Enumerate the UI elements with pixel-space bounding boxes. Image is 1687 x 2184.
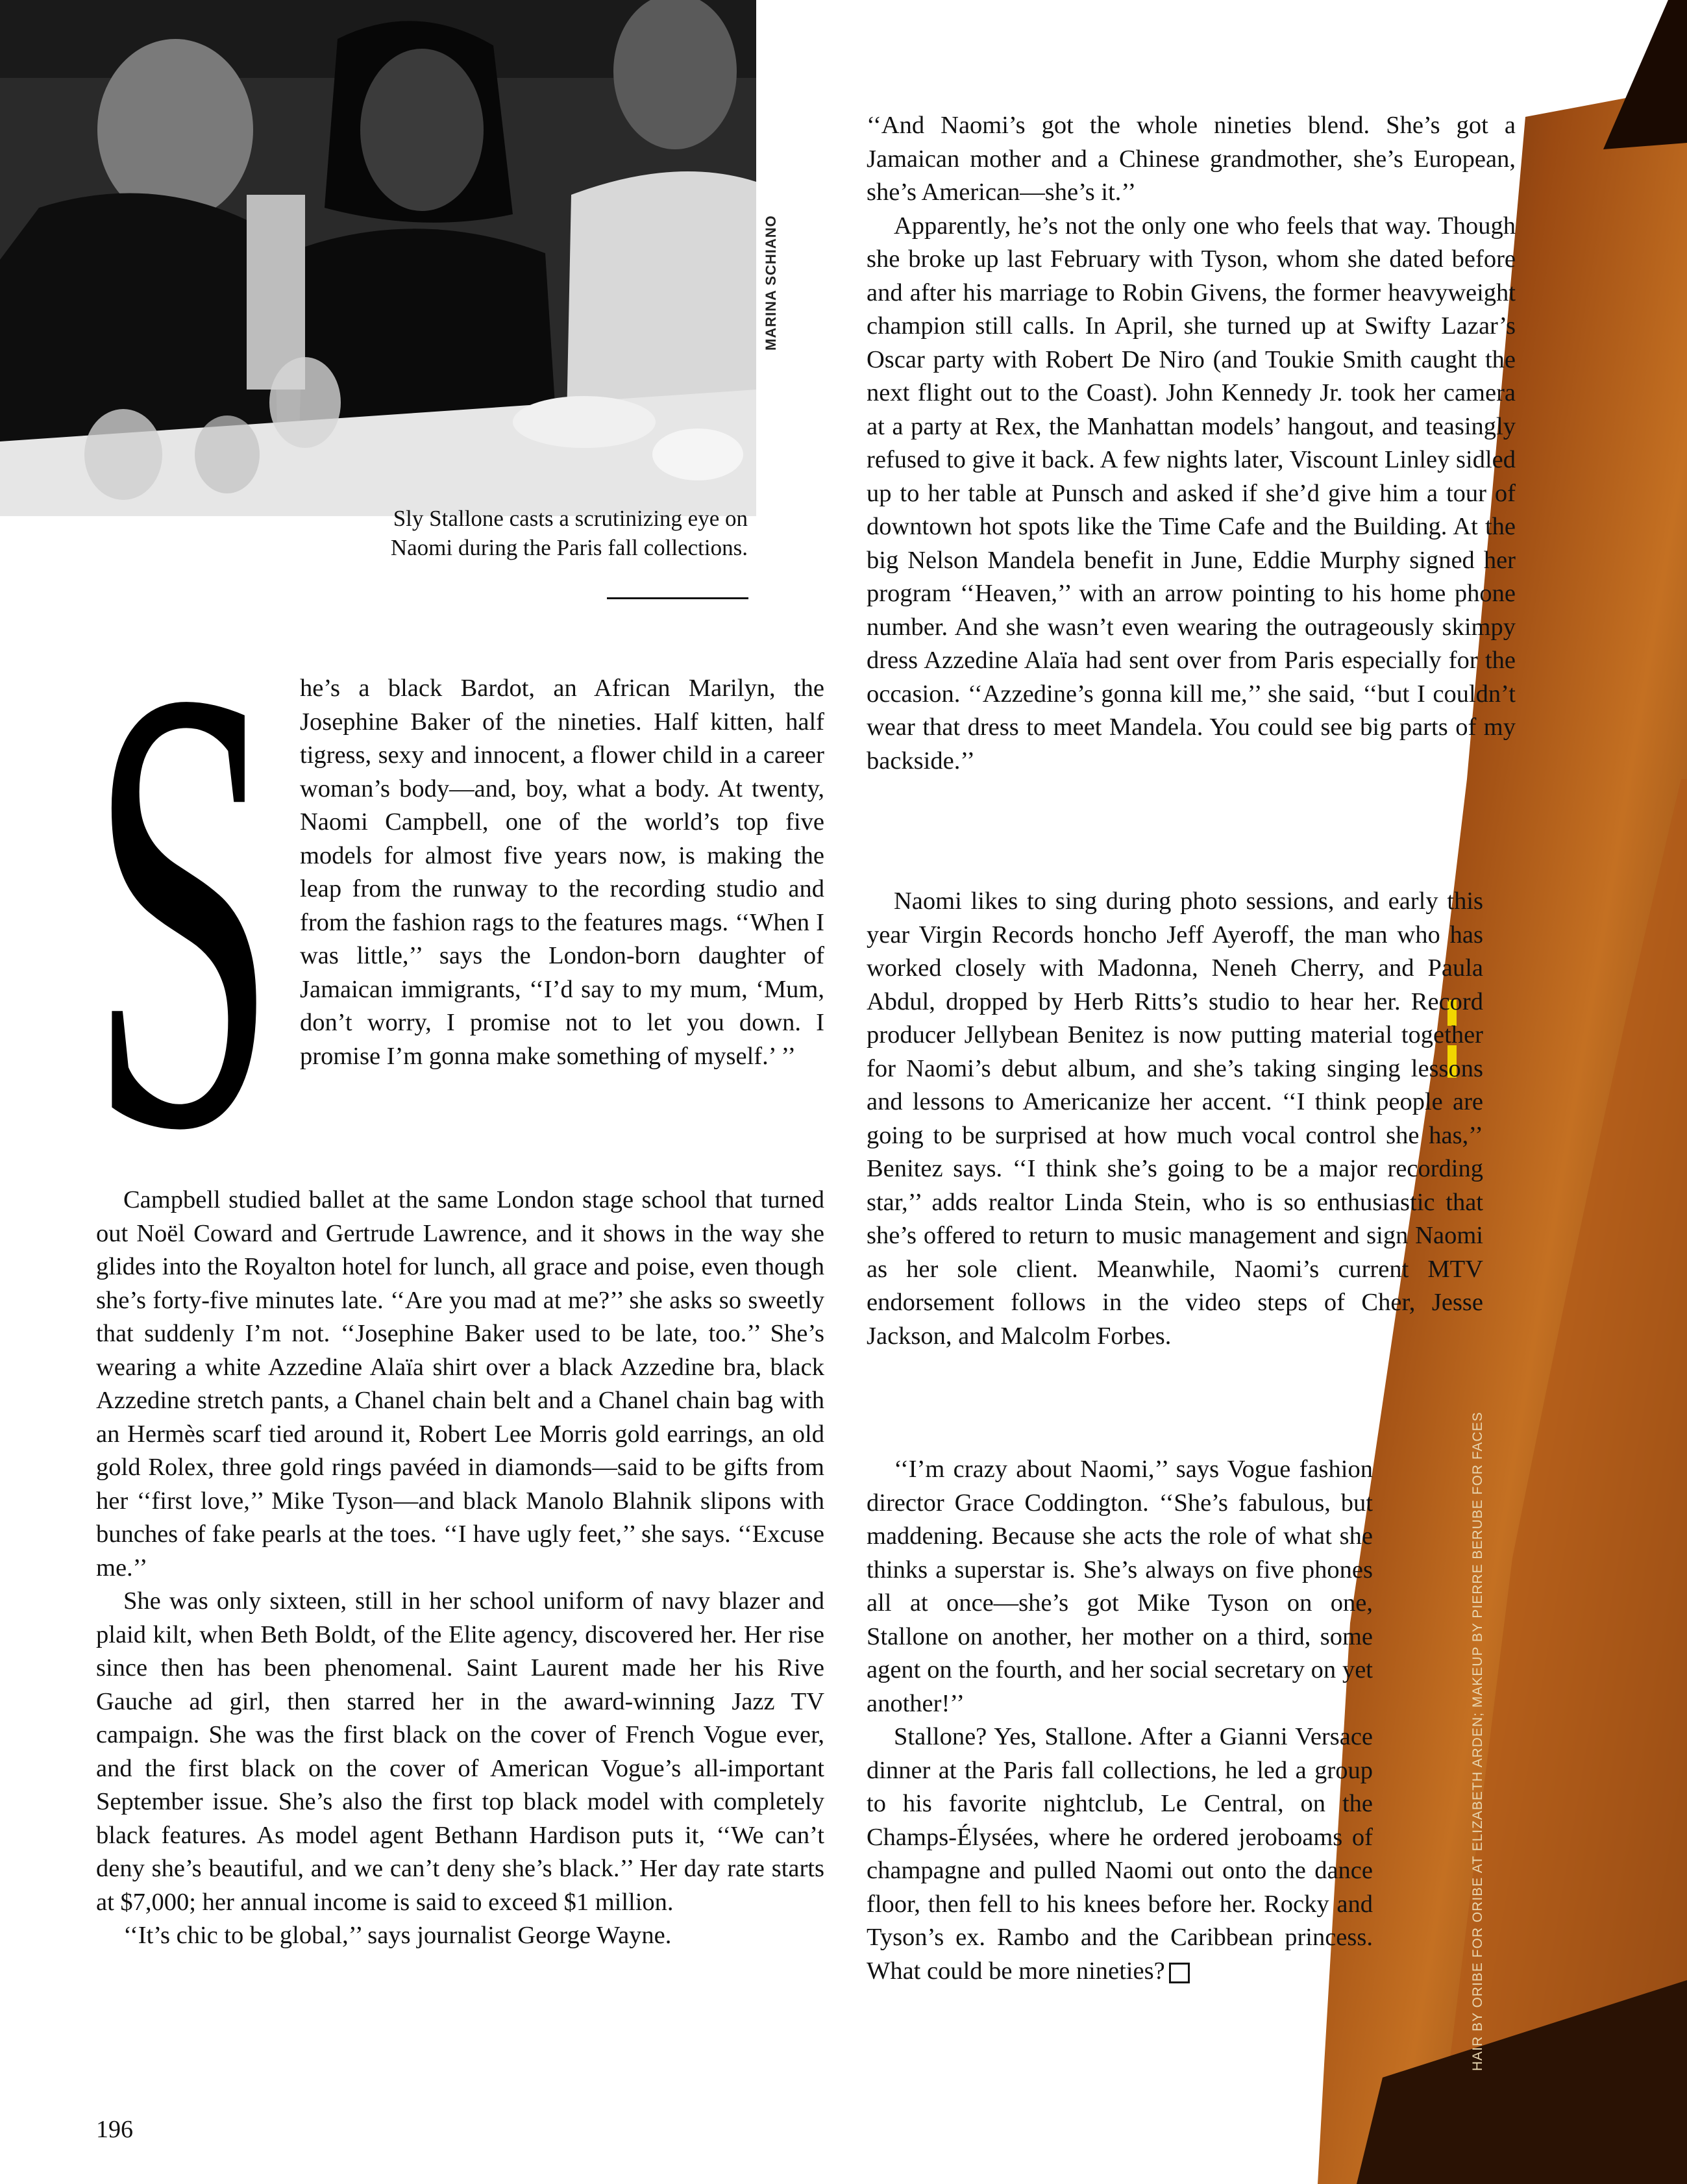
right-column-bottom <box>867 1453 1373 1988</box>
photo-credit: MARINA SCHIANO <box>763 215 779 351</box>
paragraph: ‘‘It’s chic to be global,’’ says journalist George Wayne. <box>123 1922 672 1949</box>
party-photo-illustration <box>0 0 756 516</box>
photo-caption: Sly Stallone casts a scrutinizing eye on Naomi during the Paris fall collections. <box>390 506 748 560</box>
right-column-top <box>867 109 1516 778</box>
right-column-middle <box>867 885 1483 1353</box>
party-photo <box>0 0 756 516</box>
paragraph: Apparently, he’s not the only one who feels that way. Though she broke up last February with Tyson, whom she dated before and after his marriage to Robin Givens, the former heavyweight champion still calls. In April, she turned up at Swifty Lazar’s Oscar party with Robert De Niro (and Toukie Smith caught the next flight out to the Coast). John Kennedy Jr. took her camera at a party at Rex, the Manhattan models’ hangout, and teasingly refused to give it back. A few nights later, Viscount Linley sidled up to her table at Punsch and asked if she’d give him a tour of downtown hot spots like the Time Cafe and the Building. At the big Nelson Mandela benefit in June, Eddie Murphy signed her program ‘‘Heaven,’’ with an arrow pointing to his home phone number. And she wasn’t even wearing the outrageously skimpy dress Azzedine Alaïa had sent over from Paris especially for the occasion. ‘‘Azzedine’s gonna kill me,’’ she said, ‘‘but I couldn’t wear that dress to meet Mandela. You could see big parts of my backside.’’ <box>867 212 1516 775</box>
dropcap-s: S <box>89 669 277 1162</box>
dropcap-letter <box>86 669 280 1162</box>
paragraph: She was only sixteen, still in her school uniform of navy blazer and plaid kilt, when Beth Boldt, of the Elite agency, discovered her. Her rise since then has been phenomenal. Saint Laurent made her his Rive Gauche ad girl, then starred her in the award-winning Jazz TV campaign. She was the first black on the cover of French Vogue ever, and the first black on the cover of American Vogue’s all-important September issue. She’s also the first top black model with completely black features. As model agent Bethann Hardison puts it, ‘‘We can’t deny she’s beautiful, and we can’t deny she’s black.’’ Her day rate starts at $7,000; her annual income is said to exceed $1 million. <box>96 1587 824 1916</box>
caption-rule <box>607 597 748 599</box>
paragraph: Naomi likes to sing during photo sessions, and early this year Virgin Records honcho Jeff Ayeroff, the man who has worked closely with Madonna, Neneh Cherry, and Paula Abdul, dropped by Herb Ritts’s studio to hear her. Record producer Jellybean Benitez is now putting material together for Naomi’s debut album, and she’s taking singing lessons and lessons to Americanize her accent. ‘‘I think people are going to be surprised at how much vocal control she has,’’ Benitez says. ‘‘I think she’s going to be a major recording star,’’ adds realtor Linda Stein, who is so enthusiastic that she’s offered to return to music management and sign Naomi as her sole client. Meanwhile, Naomi’s current MTV endorsement follows in the video steps of Cher, Jesse Jackson, and Malcolm Forbes. <box>867 887 1483 1350</box>
paragraph: Campbell studied ballet at the same London stage school that turned out Noël Coward and Gertrude Lawrence, and it shows in the way she glides into the Royalton hotel for lunch, all grace and poise, even though she’s forty-five minutes late. ‘‘Are you mad at me?’’ she asks so sweetly that suddenly I’m not. ‘‘Josephine Baker used to be late, too.’’ She’s wearing a white Azzedine Alaïa shirt over a black Azzedine bra, black Azzedine stretch pants, a Chanel chain belt and a Chanel chain bag with an Hermès scarf tied around it, Robert Lee Morris gold earrings, an old gold Rolex, three gold rings pavéed in diamonds—said to be gifts from her ‘‘first love,’’ Mike Tyson—and black Manolo Blahnik slipons with bunches of fake pearls at the toes. ‘‘I have ugly feet,’’ she says. ‘‘Excuse me.’’ <box>96 1186 824 1582</box>
paragraph <box>867 1720 1373 1988</box>
paragraph: ‘‘And Naomi’s got the whole nineties blend. She’s got a Jamaican mother and a Chinese grandmother, she’s European, she’s American—she’s it.’’ <box>867 112 1516 206</box>
hair-makeup-credit: HAIR BY ORIBE FOR ORIBE AT ELIZABETH ARDEN; MAKEUP BY PIERRE BERUBE FOR FACES <box>1470 1411 1485 2071</box>
closing-paragraph: Stallone? Yes, Stallone. After a Gianni Versace dinner at the Paris fall collections, he led a group to his favorite nightclub, Le Central, on the Champs-Élysées, where he ordered jeroboams of champagne and pulled Naomi out onto the dance floor, then fell to his knees before her. Rocky and Tyson’s ex. Rambo and the Caribbean princess. What could be more nineties? <box>867 1723 1373 1985</box>
paragraph: ‘‘I’m crazy about Naomi,’’ says Vogue fashion director Grace Coddington. ‘‘She’s fabulous, but maddening. Because she acts the role of what she thinks a superstar is. She’s always on five phones all at once—she’s got Mike Tyson on one, Stallone on another, her mother on a third, some agent on the fourth, and her social secretary on yet another!’’ <box>867 1456 1373 1717</box>
lead-paragraph: he’s a black Bardot, an African Marilyn, the Josephine Baker of the nineties. Half kitten, half tigress, sexy and innocent, a flower child in a career woman’s body—and, boy, what a body. At twenty, Naomi Campbell, one of the world’s top five models for almost five years now, is making the leap from the runway to the recording studio and from the fashion rags to the features mags. ‘‘When I was little,’’ says the London-born daughter of Jamaican immigrants, ‘‘I’d say to my mum, ‘Mum, don’t worry, I promise not to let you down. I promise I’m gonna make something of myself.’ ’’ <box>300 675 824 1070</box>
end-mark-icon <box>1169 1963 1190 1983</box>
page-number: 196 <box>96 2116 133 2143</box>
left-column <box>96 1184 824 1953</box>
